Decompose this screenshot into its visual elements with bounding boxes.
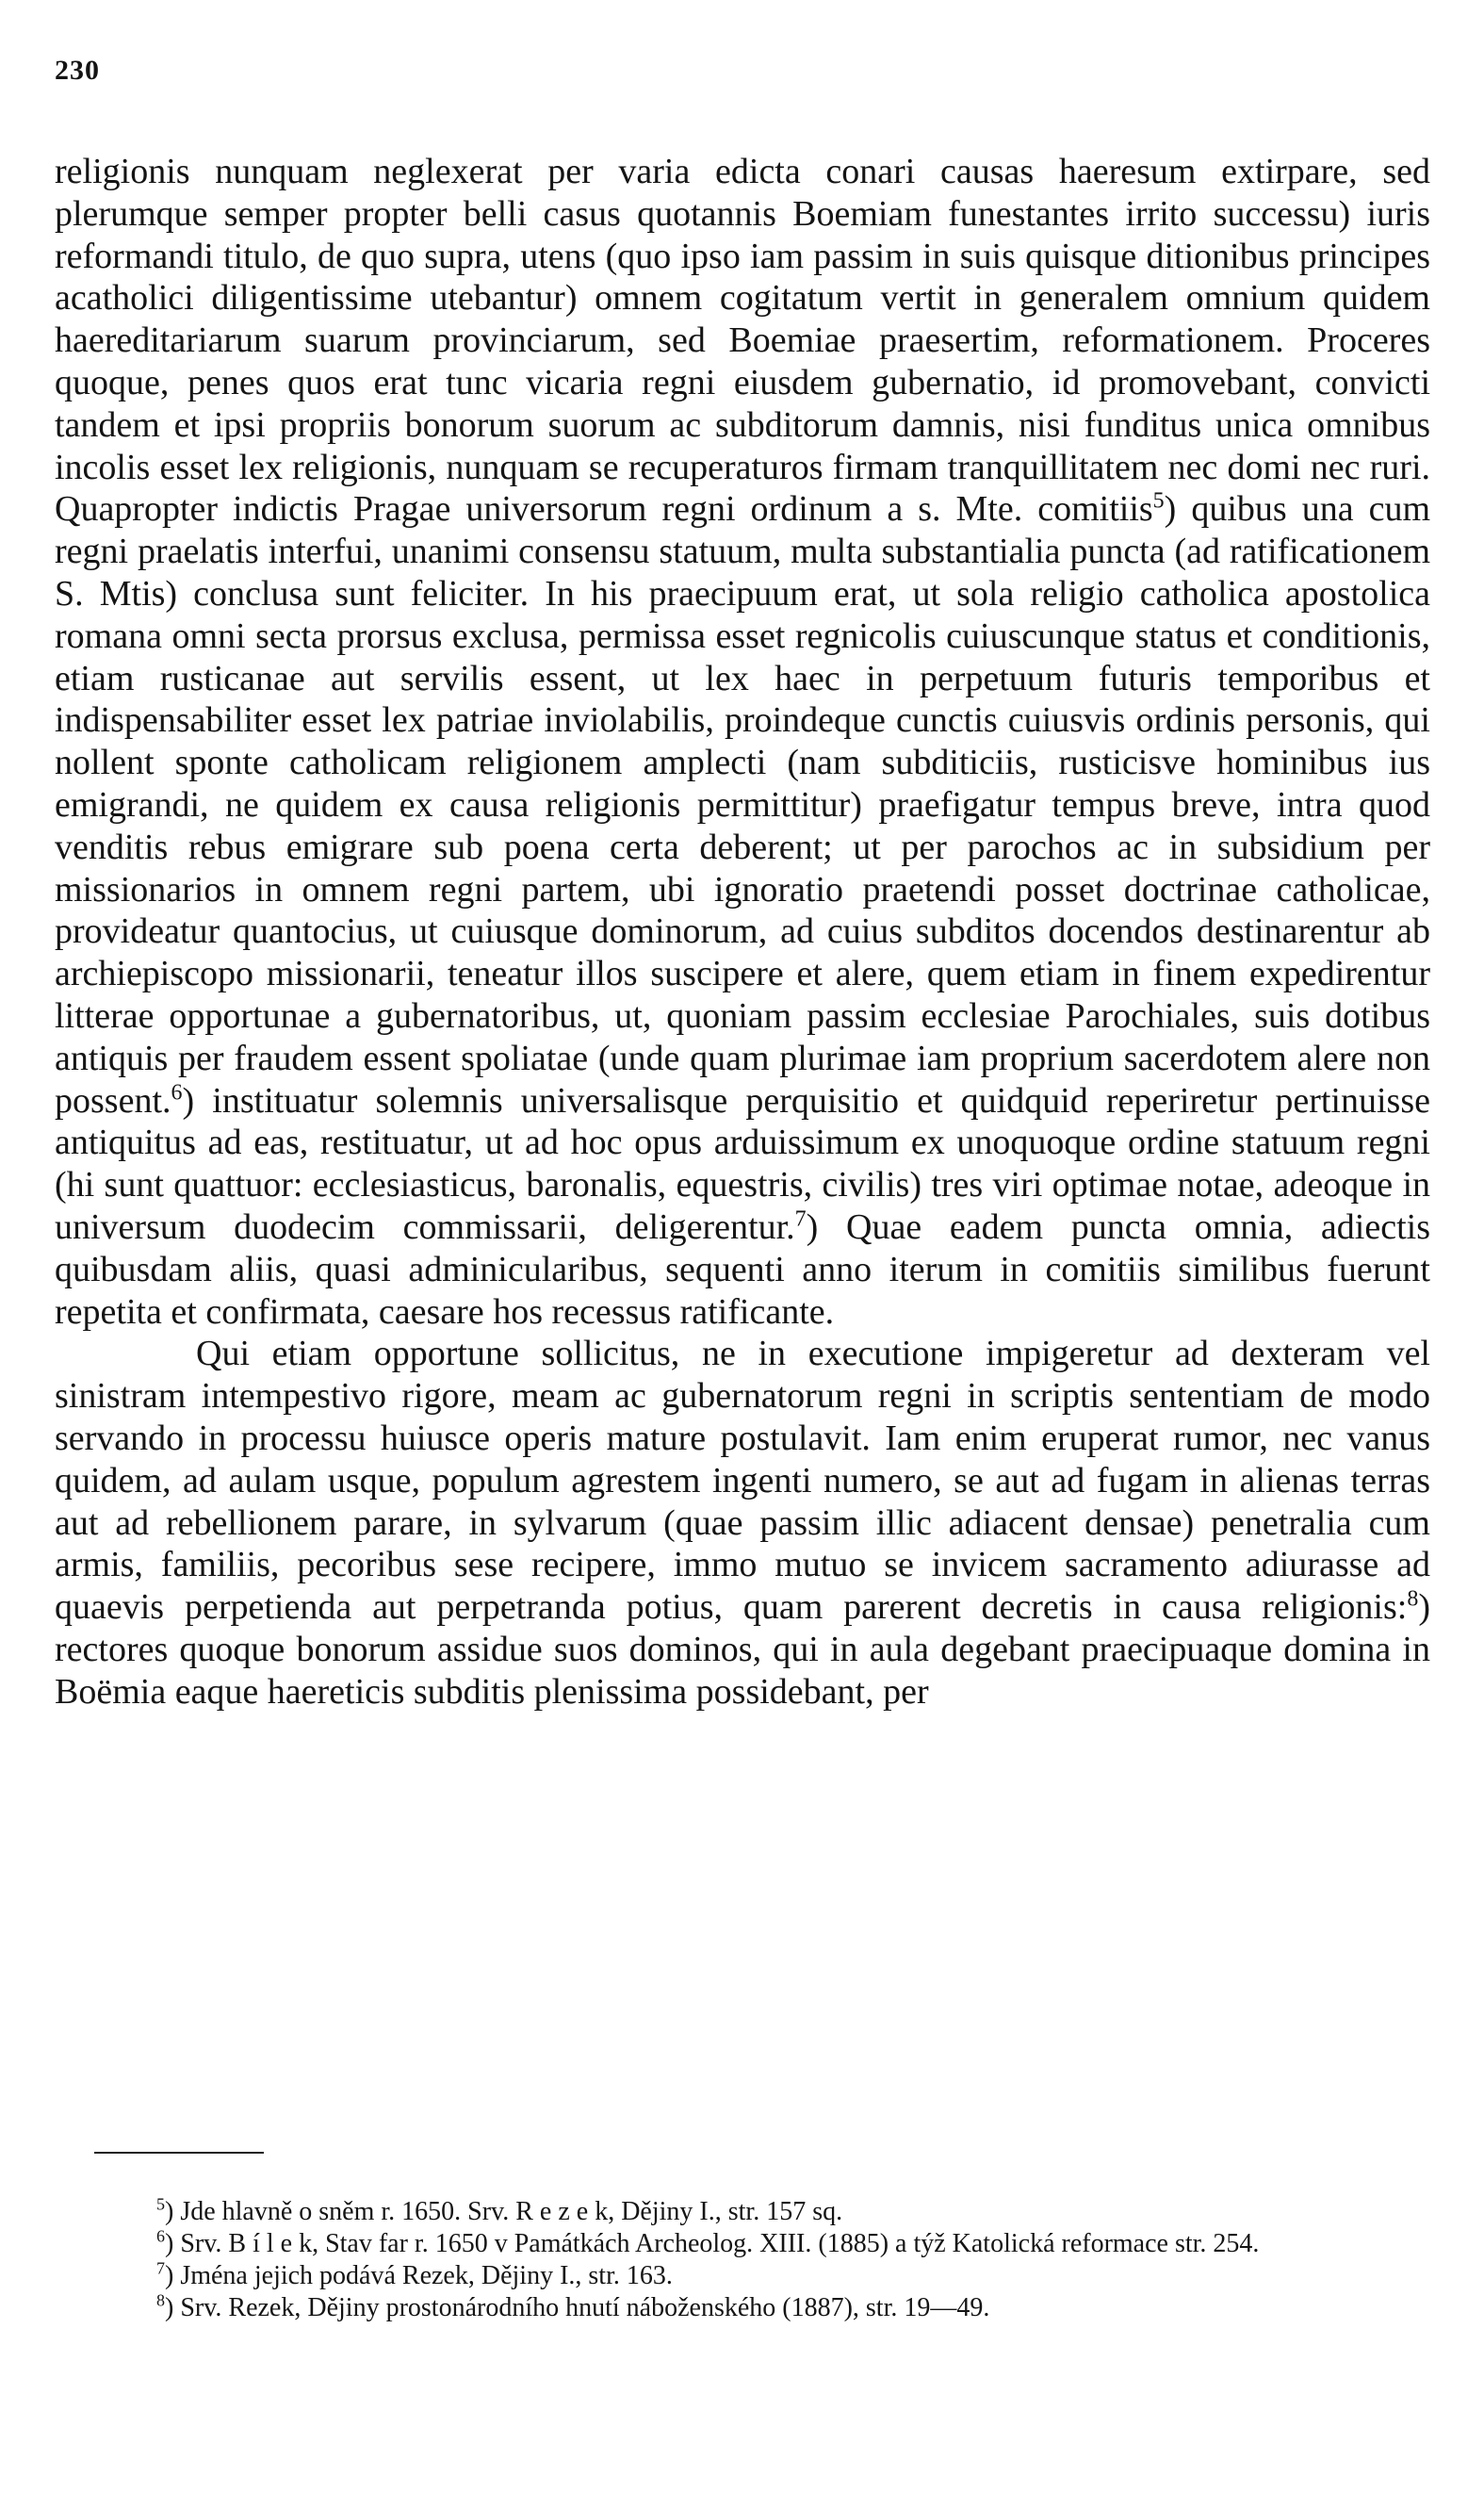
text-run: religionis nunquam neglexerat per varia edicta conari causas haeresum extirpare, sed plerumque semper propter belli casus quotannis Boemiam funestantes irrito successu) iuris reformandi titulo, de quo supra, utens (quo ipso iam passim in suis quisque ditionibus principes acatholici diligentissime utebantur) omnem cogitatum vertit in generalem omnium quidem haereditariarum suarum provinciarum, sed Boemiae praesertim, reformationem. Proceres quoque, penes quos erat tunc vicaria regni eiusdem gubernatio, id promovebant, convicti tandem et ipsi propriis bonorum suorum ac subditorum damnis, nisi funditus unica omnibus incolis esset lex religionis, nunquam se recuperaturos firmam tranquillitatem nec domi nec ruri. Quapropter indictis Pragae universorum regni ordinum a s. Mte. comitiis <box>55 152 1430 530</box>
footnote-reference: 5 <box>1152 488 1165 514</box>
paragraph <box>55 151 1430 1333</box>
footnotes <box>55 2196 1430 2324</box>
footnote-reference: 7 <box>794 1206 807 1232</box>
footnote <box>55 2260 1430 2292</box>
footnote-reference: 8 <box>1407 1586 1419 1612</box>
footnote-divider <box>94 2152 264 2154</box>
paragraph <box>55 1333 1430 1713</box>
text-run: ) quibus una cum regni praelatis interfui, unanimi consensu statuum, multa substantialia puncta (ad ratificationem S. Mtis) conclusa sunt feliciter. In his praecipuum erat, ut sola religio catholica apostolica romana omni secta prorsus exclusa, permissa esset regnicolis cuiuscunque status et conditionis, etiam rusticanae aut servilis essent, ut lex haec in perpetuum futuris temporibus et indispensabiliter esset lex patriae inviolabilis, proindeque cunctis cuiusvis ordinis personis, qui nollent sponte catholicam religionem amplecti (nam subditiciis, rusticisve hominibus ius emigrandi, ne quidem ex causa religionis permittitur) praefigatur tempus breve, intra quod venditis rebus emigrare sub poena certa deberent; ut per parochos ac in subsidium per missionarios in omnem regni partem, ubi ignoratio praetendi posset doctrinae catholicae, provideatur quantocius, ut cuiusque dominorum, ad cuius subditos docendos destinarentur ab archiepiscopo missionarii, teneatur illos suscipere et alere, quem etiam in finem expedirentur litterae opportunae a gubernatoribus, ut, quoniam passim ecclesiae Parochiales, suis dotibus antiquis per fraudem essent spoliatae (unde quam plurimae iam proprium sacerdotem alere non possent. <box>55 489 1431 1121</box>
text-run: ) instituatur solemnis universalisque perquisitio et quidquid reperiretur pertinuisse antiquitus ad eas, restituatur, ut ad hoc opus arduissimum ex unoquoque ordine statuum regni (hi sunt quattuor: ecclesiasticus, baronalis, equestris, civilis) tres viri optimae notae, adeoque in universum duodecim commissarii, deligerentur. <box>55 1080 1430 1247</box>
text-run: ) Quae eadem puncta omnia, adiectis quibusdam aliis, quasi adminicularibus, sequenti anno iterum in comitiis similibus fuerunt repetita et confirmata, caesare hos recessus ratificante. <box>55 1206 1430 1332</box>
text-run: ) rectores quoque bonorum assidue suos dominos, qui in aula degebant praecipuaque domina in Boëmia eaque haereticis subditis plenissima possidebant, per <box>55 1587 1430 1712</box>
footnote-marker: 6 <box>156 2226 165 2246</box>
page-number: 230 <box>55 55 100 86</box>
footnote <box>55 2228 1430 2260</box>
footnote-marker: 8 <box>156 2290 165 2310</box>
footnote-text: ) Jména jejich podává Rezek, Dějiny I., str. 163. <box>165 2261 673 2290</box>
main-text <box>55 151 1430 1713</box>
footnote-text: ) Srv. B í l e k, Stav far r. 1650 v Památkách Archeolog. XIII. (1885) a týž Katolická reformace str. 254. <box>165 2229 1260 2258</box>
footnote-text: ) Srv. Rezek, Dějiny prostonárodního hnutí náboženského (1887), str. 19—49. <box>165 2293 990 2322</box>
footnote <box>55 2292 1430 2324</box>
text-run: Qui etiam opportune sollicitus, ne in executione impigeretur ad dexteram vel sinistram intempestivo rigore, meam ac gubernatorum regni in scriptis sententiam de modo servando in processu huiusce operis mature postulavit. Iam enim eruperat rumor, nec vanus quidem, ad aulam usque, populum agrestem ingenti numero, se aut ad fugam in alienas terras aut ad rebellionem parare, in sylvarum (quae passim illic adiacent densae) penetralia cum armis, familiis, pecoribus sese recipere, immo mutuo se invicem sacramento adiurasse ad quaevis perpetienda aut perpetranda potius, quam parerent decretis in causa religionis: <box>55 1334 1430 1628</box>
footnote-reference: 6 <box>171 1079 183 1105</box>
footnote-marker: 7 <box>156 2258 165 2278</box>
footnote-marker: 5 <box>156 2194 165 2214</box>
footnote <box>55 2196 1430 2228</box>
footnote-text: ) Jde hlavně o sněm r. 1650. Srv. R e z e k, Dějiny I., str. 157 sq. <box>165 2197 843 2226</box>
